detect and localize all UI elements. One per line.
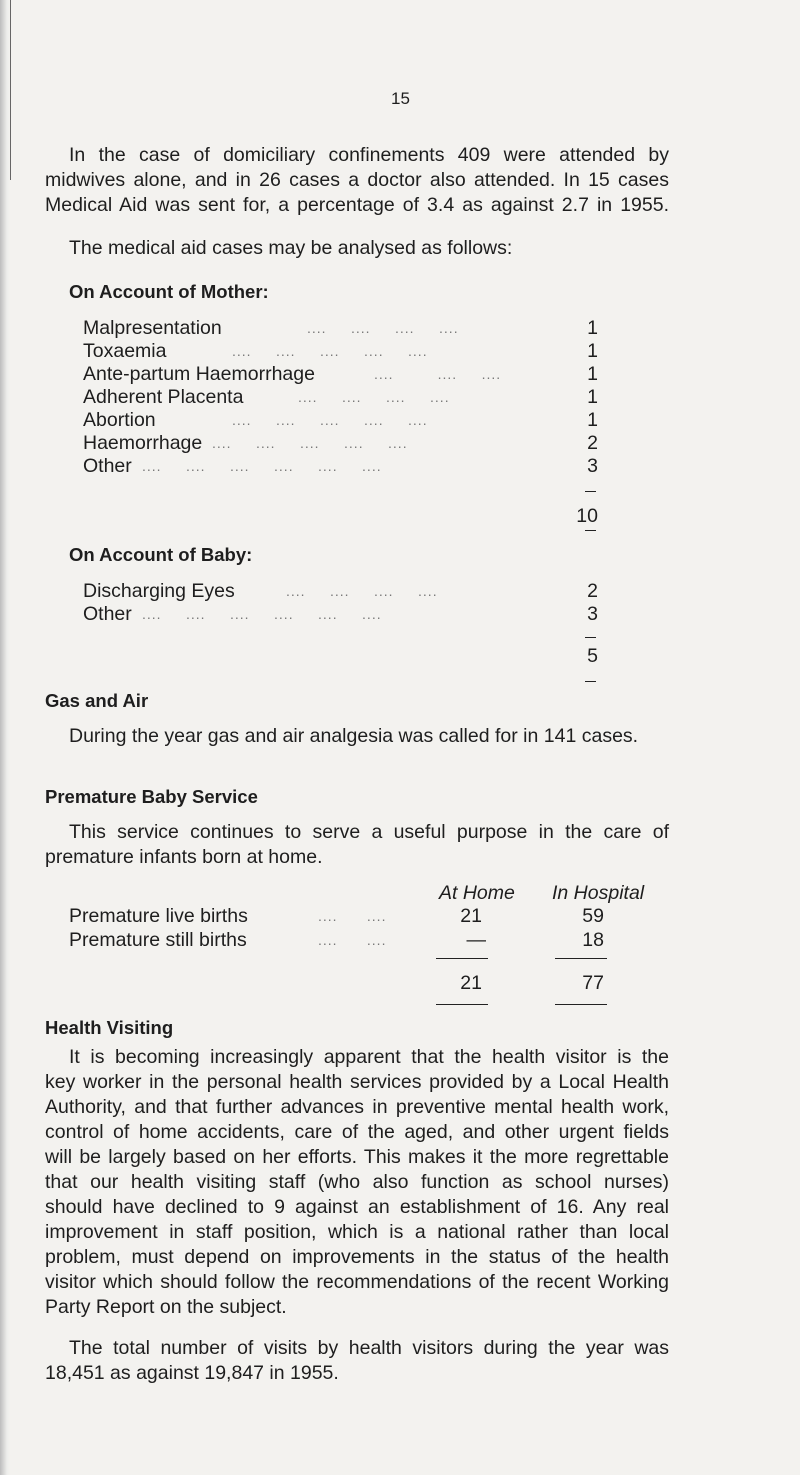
intro-line-1: In the case of domiciliary confinements 409 were attended by [69,144,669,166]
list-item-label: Haemorrhage [83,432,203,454]
sum-rule [555,958,607,959]
health-visiting-line-10: visitor which should follow the recommendations of the recent Working [45,1271,669,1293]
leader-dots: .... .... .... .... [286,583,438,599]
page-edge-shadow [0,0,10,1475]
total-home: 21 [460,972,482,994]
page-number: 15 [391,89,410,108]
sum-rule [436,958,488,959]
table-cell-hospital: 59 [582,905,604,927]
leader-dots: .... .... .... [374,366,502,382]
page-edge-line [10,0,11,180]
leader-dots: .... .... .... .... .... [232,343,428,359]
table-cell-home: — [466,929,486,951]
health-visiting-line-7: should have declined to 9 against an establishment of 16. Any real [45,1196,669,1218]
sum-rule [585,491,596,492]
list-item-label: Ante-partum Haemorrhage [83,363,315,385]
table-row-label: Premature live births [69,905,248,927]
health-visiting-line-4: control of home accidents, care of the aged, and other urgent fields [45,1121,669,1143]
table-cell-home: 21 [460,905,482,927]
health-visiting-line-5: will be largely based on her efforts. This makes it the more regrettable [45,1146,669,1168]
health-visiting-line-8: improvement in staff position, which is a national rather than local [45,1221,669,1243]
sum-rule [585,681,596,682]
sum-rule [585,637,596,638]
list-item-label: Other [83,455,132,477]
baby-total: 5 [587,645,598,667]
leader-dots: .... .... [318,908,387,924]
gas-air-heading: Gas and Air [45,690,149,711]
list-item-label: Toxaemia [83,340,167,362]
health-visiting-line-3: Authority, and that further advances in preventive mental health work, [45,1096,669,1118]
leader-dots: .... .... .... .... [307,320,459,336]
list-item-value: 1 [587,386,598,408]
list-item-value: 3 [587,603,598,625]
intro-line-2: midwives alone, and in 26 cases a doctor also attended. In 15 cases [45,169,669,191]
baby-heading: On Account of Baby: [69,544,253,565]
table-row-label: Premature still births [69,929,247,951]
list-item-value: 2 [587,432,598,454]
health-visiting-line-2: key worker in the personal health services provided by a Local Health [45,1071,669,1093]
list-item-value: 3 [587,455,598,477]
leader-dots: .... .... .... .... .... [212,435,408,451]
leader-dots: .... .... .... .... [298,389,450,405]
gas-air-text: During the year gas and air analgesia was called for in 141 cases. [69,725,639,747]
sum-rule [585,530,596,531]
list-item-label: Adherent Placenta [83,386,244,408]
health-visiting-line-11: Party Report on the subject. [45,1296,287,1318]
premature-line-1: This service continues to serve a useful purpose in the care of [69,821,669,843]
list-item-label: Malpresentation [83,317,222,339]
visits-line-1: The total number of visits by health visitors during the year was [69,1337,669,1359]
list-item-value: 2 [587,580,598,602]
analysis-line: The medical aid cases may be analysed as follows: [69,237,513,259]
list-item-label: Abortion [83,409,156,431]
sum-rule [555,1004,607,1005]
leader-dots: .... .... [318,932,387,948]
premature-line-2: premature infants born at home. [45,846,323,868]
list-item-value: 1 [587,340,598,362]
list-item-value: 1 [587,317,598,339]
list-item-value: 1 [587,363,598,385]
leader-dots: .... .... .... .... .... .... [142,606,382,622]
health-visiting-line-1: It is becoming increasingly apparent that the health visitor is the [69,1046,669,1068]
premature-heading: Premature Baby Service [45,786,258,807]
mother-heading: On Account of Mother: [69,281,269,302]
intro-line-3: Medical Aid was sent for, a percentage of 3.4 as against 2.7 in 1955. [45,194,669,216]
list-item-label: Discharging Eyes [83,580,235,602]
column-header-home: At Home [439,882,515,904]
visits-line-2: 18,451 as against 19,847 in 1955. [45,1362,339,1384]
health-visiting-heading: Health Visiting [45,1017,174,1038]
table-cell-hospital: 18 [582,929,604,951]
mother-total: 10 [576,505,598,527]
health-visiting-line-9: problem, must depend on improvements in the status of the health [45,1246,669,1268]
sum-rule [436,1004,488,1005]
list-item-value: 1 [587,409,598,431]
health-visiting-line-6: that our health visiting staff (who also function as school nurses) [45,1171,669,1193]
total-hospital: 77 [582,972,604,994]
leader-dots: .... .... .... .... .... [232,412,428,428]
leader-dots: .... .... .... .... .... .... [142,458,382,474]
column-header-hospital: In Hospital [552,882,645,904]
list-item-label: Other [83,603,132,625]
